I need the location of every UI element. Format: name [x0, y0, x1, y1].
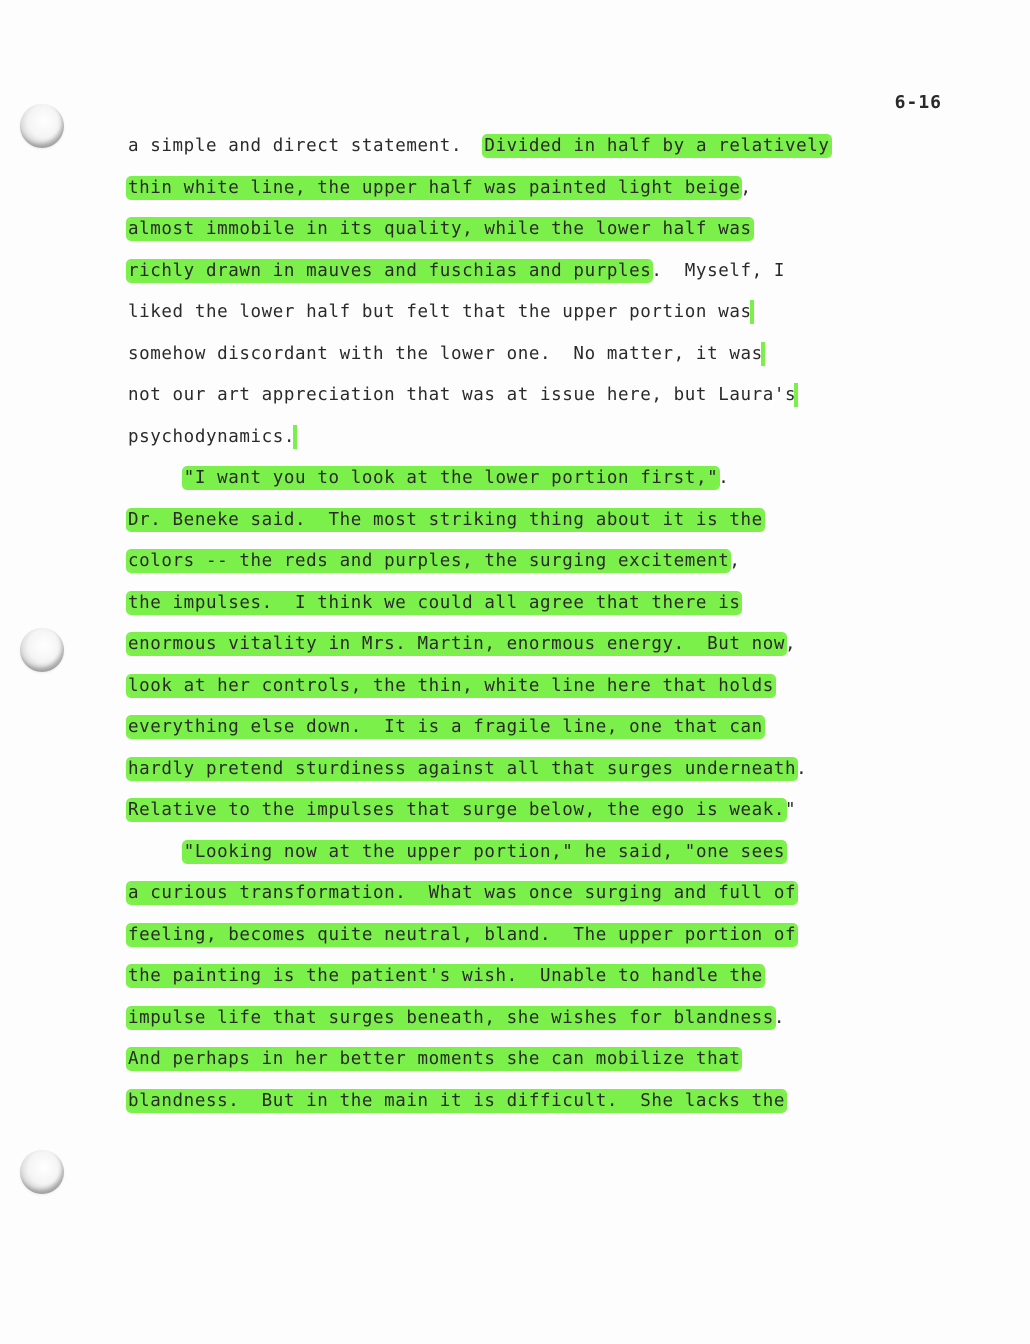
line-text: a simple and direct statement. — [128, 136, 485, 156]
line-text: , — [785, 634, 797, 654]
text-line — [128, 873, 908, 915]
highlighted-text: colors -- the reds and purples, the surging excitement — [128, 551, 730, 571]
text-line — [128, 583, 908, 625]
punch-hole — [20, 104, 64, 148]
punch-hole — [20, 1150, 64, 1194]
text-line — [128, 624, 908, 666]
highlighted-text: almost immobile in its quality, while the lower half was — [128, 219, 752, 239]
text-line — [128, 998, 908, 1040]
highlighted-text: Divided in half by a relatively — [484, 136, 830, 156]
highlighted-text: everything else down. It is a fragile line, one that can — [128, 717, 763, 737]
highlighted-text: the painting is the patient's wish. Unable to handle the — [128, 966, 763, 986]
text-line — [128, 1081, 908, 1123]
text-line — [128, 749, 908, 791]
text-line — [128, 417, 908, 459]
body-text — [128, 126, 908, 1122]
text-line — [128, 915, 908, 957]
text-line — [128, 375, 908, 417]
line-text — [128, 468, 184, 488]
highlighted-text: thin white line, the upper half was painted light beige — [128, 177, 741, 198]
line-text: . — [796, 758, 808, 779]
highlighted-text: look at her controls, the thin, white line here that holds — [128, 675, 774, 696]
text-line — [128, 500, 908, 542]
highlighted-text: feeling, becomes quite neutral, bland. The upper portion of — [128, 924, 797, 945]
line-text: not our art appreciation that was at issue here, but Laura's — [128, 385, 797, 405]
text-line — [128, 168, 908, 210]
line-text: . — [773, 1007, 786, 1028]
text-line — [128, 126, 908, 168]
text-line — [128, 209, 908, 251]
text-line — [128, 334, 908, 376]
punch-hole — [20, 628, 64, 672]
highlighted-text: enormous vitality in Mrs. Martin, enormous energy. But now — [128, 634, 786, 654]
line-text: somehow discordant with the lower one. No matter, it was — [128, 343, 763, 364]
highlighted-text: Dr. Beneke said. The most striking thing about it is the — [128, 509, 763, 530]
highlighted-text: Relative to the impulses that surge below, the ego is weak. — [128, 800, 786, 820]
highlighted-text: impulse life that surges beneath, she wishes for blandness — [128, 1007, 774, 1028]
text-line — [128, 251, 908, 293]
text-line — [128, 1039, 908, 1081]
line-text: liked the lower half but felt that the upper portion was — [128, 302, 752, 322]
highlighted-text: richly drawn in mauves and fuschias and purples — [128, 260, 652, 281]
highlighted-text: a curious transformation. What was once surging and full of — [128, 883, 797, 903]
highlighted-text: blandness. But in the main it is difficult. She lacks the — [128, 1090, 786, 1111]
line-text: . — [718, 468, 730, 488]
page-number: 6-16 — [894, 92, 942, 113]
text-line — [128, 666, 908, 708]
line-text: , — [729, 551, 741, 571]
line-text — [128, 842, 184, 862]
text-line — [128, 292, 908, 334]
text-line — [128, 790, 908, 832]
line-text: " — [785, 800, 797, 820]
text-line — [128, 832, 908, 874]
line-text: , — [740, 177, 752, 198]
highlighted-text: And perhaps in her better moments she can mobilize that — [128, 1049, 741, 1069]
line-text: psychodynamics. — [128, 426, 296, 447]
highlighted-text: hardly pretend sturdiness against all that surges underneath — [128, 758, 797, 779]
text-line — [128, 458, 908, 500]
highlighted-text: "I want you to look at the lower portion first," — [183, 468, 719, 488]
text-line — [128, 541, 908, 583]
text-line — [128, 956, 908, 998]
highlighted-text: "Looking now at the upper portion," he said, "one sees — [183, 841, 786, 862]
text-line — [128, 707, 908, 749]
line-text: . Myself, I — [651, 260, 786, 281]
highlighted-text: the impulses. I think we could all agree that there is — [128, 592, 741, 613]
